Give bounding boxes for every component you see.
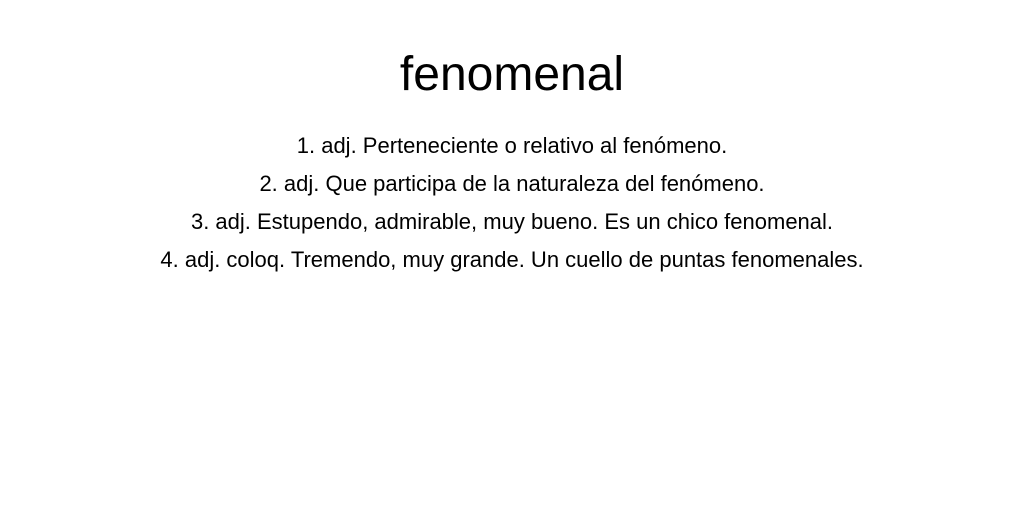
headword: fenomenal (399, 48, 625, 101)
definition-3: 3. adj. Estupendo, admirable, muy bueno. Es un chico fenomenal. (190, 209, 834, 234)
definition-list (0, 127, 1024, 279)
definition-4: 4. adj. coloq. Tremendo, muy grande. Un cuello de puntas fenomenales. (160, 247, 864, 272)
definition-1: 1. adj. Perteneciente o relativo al fenómeno. (296, 133, 728, 158)
definition-2: 2. adj. Que participa de la naturaleza del fenómeno. (259, 171, 765, 196)
